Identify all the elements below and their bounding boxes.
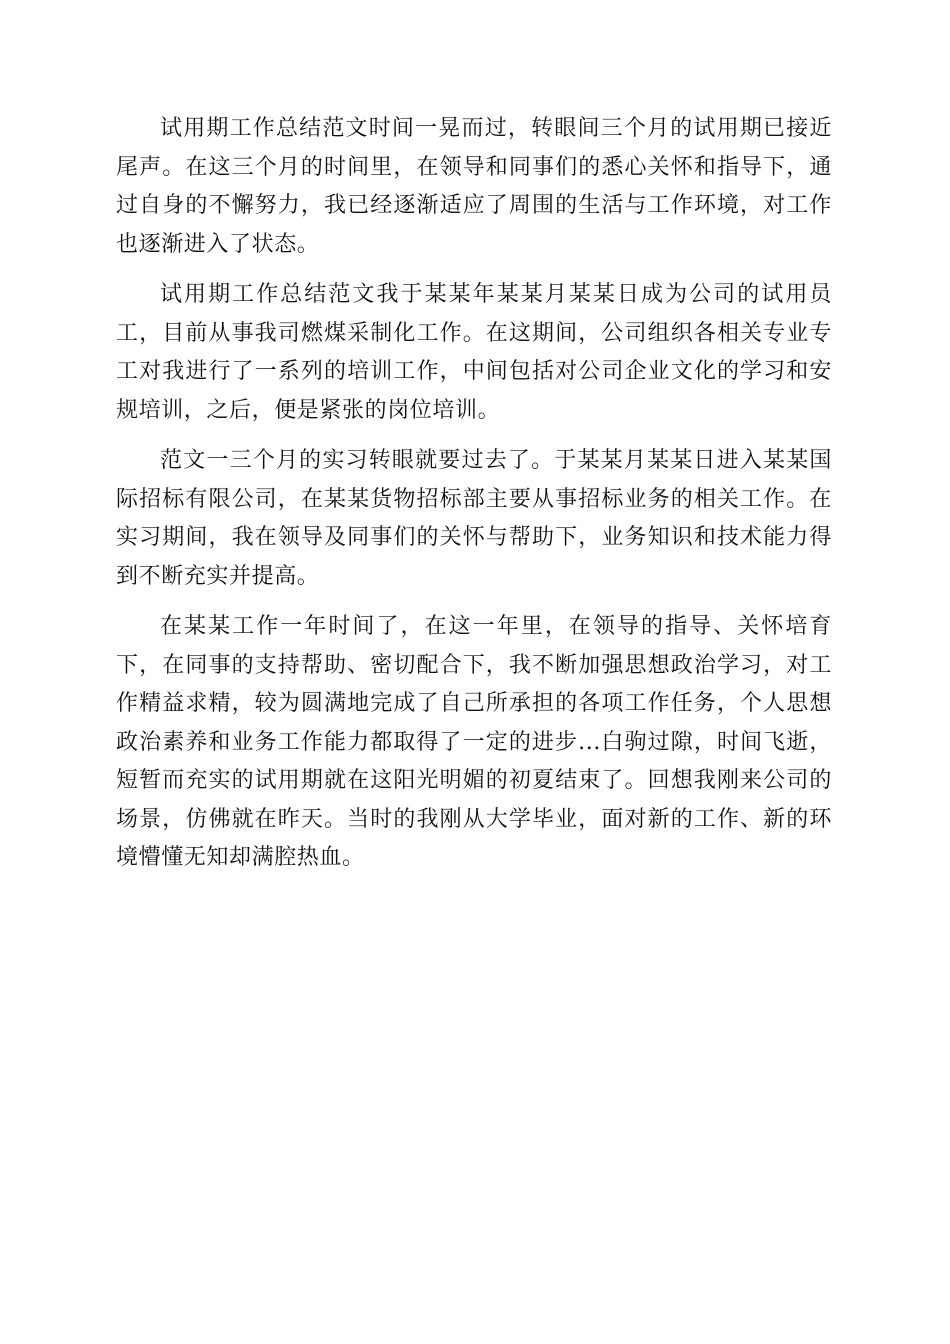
paragraph-1: 试用期工作总结范文时间一晃而过，转眼间三个月的试用期已接近尾声。在这三个月的时间里，在领导和同事们的悉心关怀和指导下，通过自身的不懈努力，我已经逐渐适应了周围的生活与工作环境，对工作也逐渐进入了状态。: [116, 116, 832, 257]
paragraph-4: 在某某工作一年时间了，在这一年里，在领导的指导、关怀培育下，在同事的支持帮助、密切配合下，我不断加强思想政治学习，对工作精益求精，较为圆满地完成了自己所承担的各项工作任务，个人思想政治素养和业务工作能力都取得了一定的进步...白驹过隙，时间飞逝，短暂而充实的试用期就在这阳光明媚的初夏结束了。回想我刚来公司的场景，仿佛就在昨天。当时的我刚从大学毕业，面对新的工作、新的环境懵懂无知却满腔热血。: [116, 614, 832, 870]
paragraph-2: 试用期工作总结范文我于某某年某某月某某日成为公司的试用员工，目前从事我司燃煤采制化工作。在这期间，公司组织各相关专业专工对我进行了一系列的培训工作，中间包括对公司企业文化的学习和安规培训，之后，便是紧张的岗位培训。: [116, 282, 832, 423]
document-body: [116, 110, 832, 890]
paragraph-3: 范文一三个月的实习转眼就要过去了。于某某月某某日进入某某国际招标有限公司，在某某货物招标部主要从事招标业务的相关工作。在实习期间，我在领导及同事们的关怀与帮助下，业务知识和技术能力得到不断充实并提高。: [116, 448, 832, 589]
